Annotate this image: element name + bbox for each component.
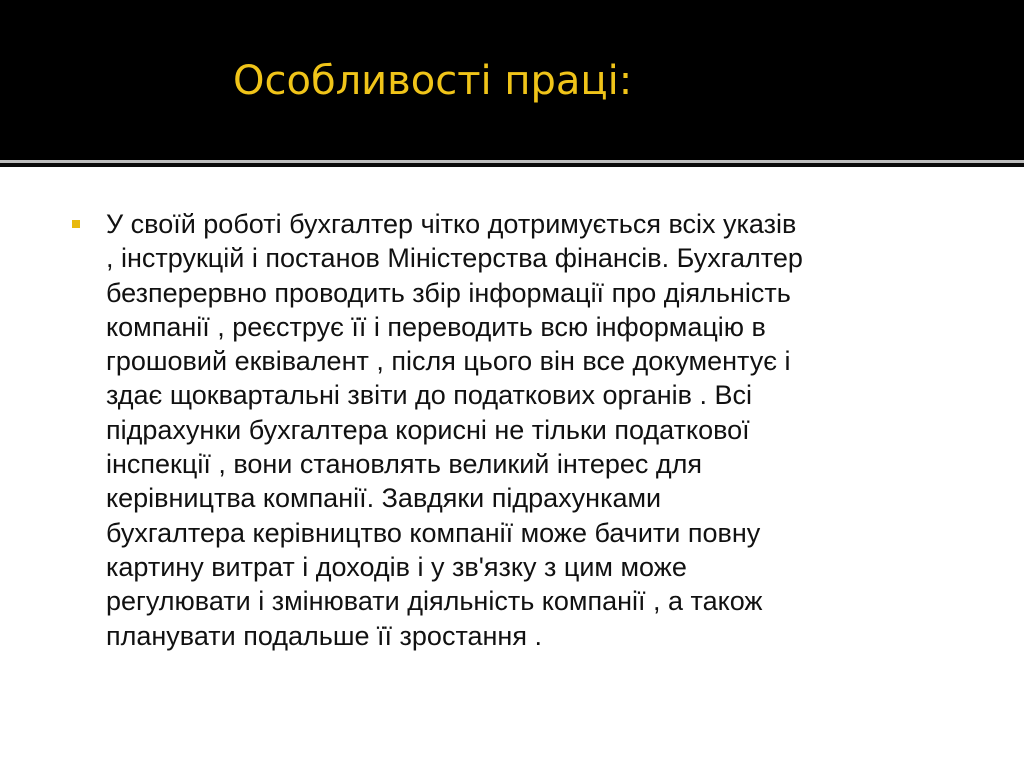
content-area (0, 167, 1024, 768)
square-bullet-icon (72, 220, 80, 228)
title-band (0, 0, 1024, 158)
slide-title: Особливості праці: (233, 58, 633, 104)
bullet-text: У своїй роботі бухгалтер чітко дотримується всіх указів , інструкцій і постанов Міністерства фінансів. Бухгалтер безперервно проводить збір інформації про діяльність компанії , реєструє її і переводить всю інформацію в грошовий еквівалент , після цього він все документує і здає щоквартальні звіти до податкових органів . Всі підрахунки бухгалтера корисні не тільки податкової інспекції , вони становлять великий інтерес для керівництва компанії. Завдяки підрахунками бухгалтера керівництво компанії може бачити повну картину витрат і доходів і у зв'язку з цим може регулювати і змінювати діяльність компанії , а також планувати подальше її зростання . (106, 209, 803, 651)
